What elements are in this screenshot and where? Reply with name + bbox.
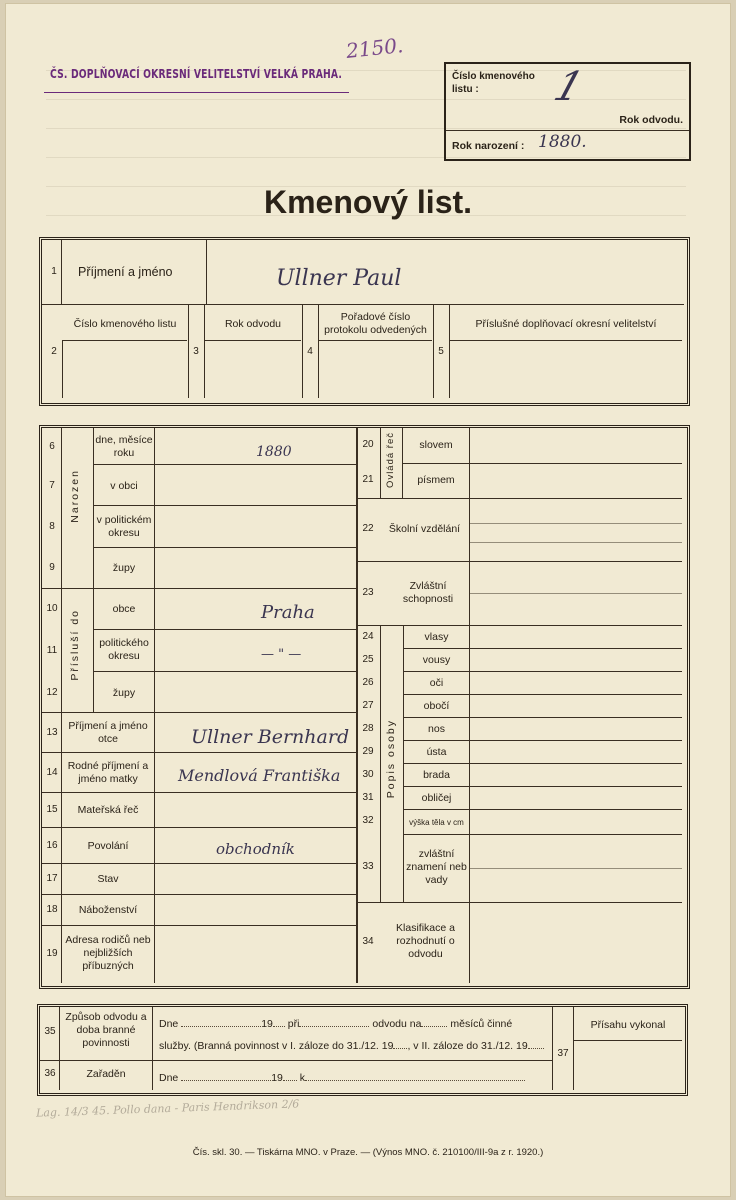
row-35-odvodu-na: odvodu na [372,1018,422,1030]
row-33-number: 33 [362,861,374,872]
handwritten-number: 2150. [344,33,405,63]
row-22-number: 22 [362,523,374,534]
rok-narozeni-label: Rok narození : [452,140,525,152]
row-25-label: vousy [422,654,451,666]
row-35-dne: Dne [159,1018,179,1030]
row-19-number: 19 [46,948,58,959]
ovlada-rec-label: Ovládá řeč [385,432,396,488]
birth-date-value: 1880 [256,444,292,460]
row-6-label: dne, měsíce roku [95,434,153,459]
obce-value: Praha [261,602,315,623]
rok-narozeni-value: 1880. [538,132,587,152]
row-13-number: 13 [46,727,58,738]
row-35-line2 [159,1040,544,1053]
mother-name-value: Mendlová Františka [178,766,341,785]
row-1-label: Příjmení a jméno [78,265,173,279]
row-16-number: 16 [46,840,58,851]
popis-osoby-label: Popis osoby [385,719,397,799]
row-29-label: ústa [426,746,447,758]
row-29-number: 29 [362,746,374,757]
row-20-label: slovem [419,439,453,451]
row-14-label: Rodné příjmení a jméno matky [67,760,149,785]
row-12-label: župy [112,687,136,699]
row-35-number: 35 [44,1026,56,1037]
row-13-label: Příjmení a jméno otce [68,720,148,745]
row-35-pri: při [287,1018,300,1030]
row-34-label: Klasifikace a rozhodnutí o odvodu [396,922,455,960]
row-1-value: Ullner Paul [276,266,402,291]
row-9-label: župy [112,562,136,574]
row-35-mesicu: měsíců činné [450,1018,513,1030]
row-18-number: 18 [46,904,58,915]
col-4-number: 4 [307,346,313,357]
prislusi-group-label: Přísluší do [69,609,81,681]
row-21-number: 21 [362,474,374,485]
row-11-label: politického okresu [99,637,149,662]
col-2-label: Číslo kmenového listu [73,318,177,330]
page-title: Kmenový list. [263,184,473,220]
row-23-number: 23 [362,587,374,598]
occupation-value: obchodník [216,840,295,858]
row-35-zaloha-2: , v II. záloze do 31./12. 19 [407,1040,528,1052]
row-11-number: 11 [46,645,58,656]
row-9-number: 9 [49,562,55,573]
col-3-label: Rok odvodu [224,318,282,330]
row-23-label: Zvláštní schopnosti [402,580,454,605]
row-28-label: nos [428,723,445,735]
row-12-number: 12 [46,687,58,698]
row-7-number: 7 [49,480,55,491]
row-7-label: v obci [110,480,138,492]
okres-value: — " — [261,647,302,662]
pencil-note: Lag. 14/3 45. Pollo dana - Paris Hendrikson 2/6 [35,1097,300,1120]
document-page [6,4,730,1196]
row-34-number: 34 [362,936,374,947]
stamp-underline [44,92,349,93]
row-21-label: písmem [417,474,455,486]
row-24-number: 24 [362,631,374,642]
col-2-number: 2 [51,346,57,357]
cislo-value: 1 [548,64,589,110]
row-35-label: Způsob odvodu a doba branné povinnosti [65,1011,147,1049]
row-37-number: 37 [557,1048,569,1059]
row-15-number: 15 [46,804,58,815]
box-divider [446,130,689,131]
row-14-number: 14 [46,767,58,778]
row-30-label: brada [423,769,450,781]
narozen-group-label: Narozen [69,469,81,523]
row-27-label: obočí [423,700,450,712]
row-30-number: 30 [362,769,374,780]
row-35-line1 [159,1018,512,1031]
row-31-label: obličej [421,792,452,804]
row-28-number: 28 [362,723,374,734]
row-36-label: Zařaděn [86,1068,126,1080]
row-32-label: výška těla v cm [409,818,464,827]
row-36-k: k [299,1072,306,1084]
row-8-number: 8 [49,521,55,532]
row-15-label: Mateřská řeč [77,804,139,816]
row-20-number: 20 [362,439,374,450]
row-6-number: 6 [49,441,55,452]
office-stamp: ČS. DOPLŇOVACÍ OKRESNÍ VELITELSTVÍ VELKÁ PRAHA. [50,66,343,81]
record-number-box [444,62,691,161]
row-16-label: Povolání [87,840,129,852]
row-18-label: Náboženství [78,904,138,916]
row-8-label: v politickém okresu [96,514,152,539]
row-36-year: 19 [271,1072,283,1084]
row-25-number: 25 [362,654,374,665]
row-33-label: zvláštní znamení neb vady [406,848,467,886]
col-5-label: Příslušné doplňovací okresní velitelství [475,318,657,330]
row-1-number: 1 [51,266,57,277]
row-26-number: 26 [362,677,374,688]
row-37-label: Přísahu vykonal [590,1019,666,1031]
row-36-number: 36 [44,1068,56,1079]
row-27-number: 27 [362,700,374,711]
row-26-label: oči [429,677,444,689]
rok-odvodu-label: Rok odvodu. [619,114,683,126]
row-36-dne: Dne [159,1072,179,1084]
father-name-value: Ullner Bernhard [191,726,350,748]
row-24-label: vlasy [424,631,449,643]
row-31-number: 31 [362,792,374,803]
print-footer: Čís. skl. 30. — Tiskárna MNO. v Praze. — (Výnos MNO. č. 210100/III-9a z r. 1920.) [192,1147,544,1158]
cislo-label: Číslo kmenového listu : [452,71,535,95]
row-10-number: 10 [46,603,58,614]
row-22-label: Školní vzdělání [388,523,461,535]
row-36-line [159,1072,525,1085]
row-17-label: Stav [97,873,119,885]
row-19-label: Adresa rodičů neb nejbližších příbuzných [65,934,151,972]
col-3-number: 3 [193,346,199,357]
col-4-label: Pořadové číslo protokolu odvedených [324,311,427,336]
row-17-number: 17 [46,873,58,884]
row-10-label: obce [112,603,136,615]
row-32-number: 32 [362,815,374,826]
row-35-zaloha-1: služby. (Branná povinnost v I. záloze do 31./12. 19 [159,1040,394,1052]
col-5-number: 5 [438,346,444,357]
row-35-year: 19 [261,1018,273,1030]
